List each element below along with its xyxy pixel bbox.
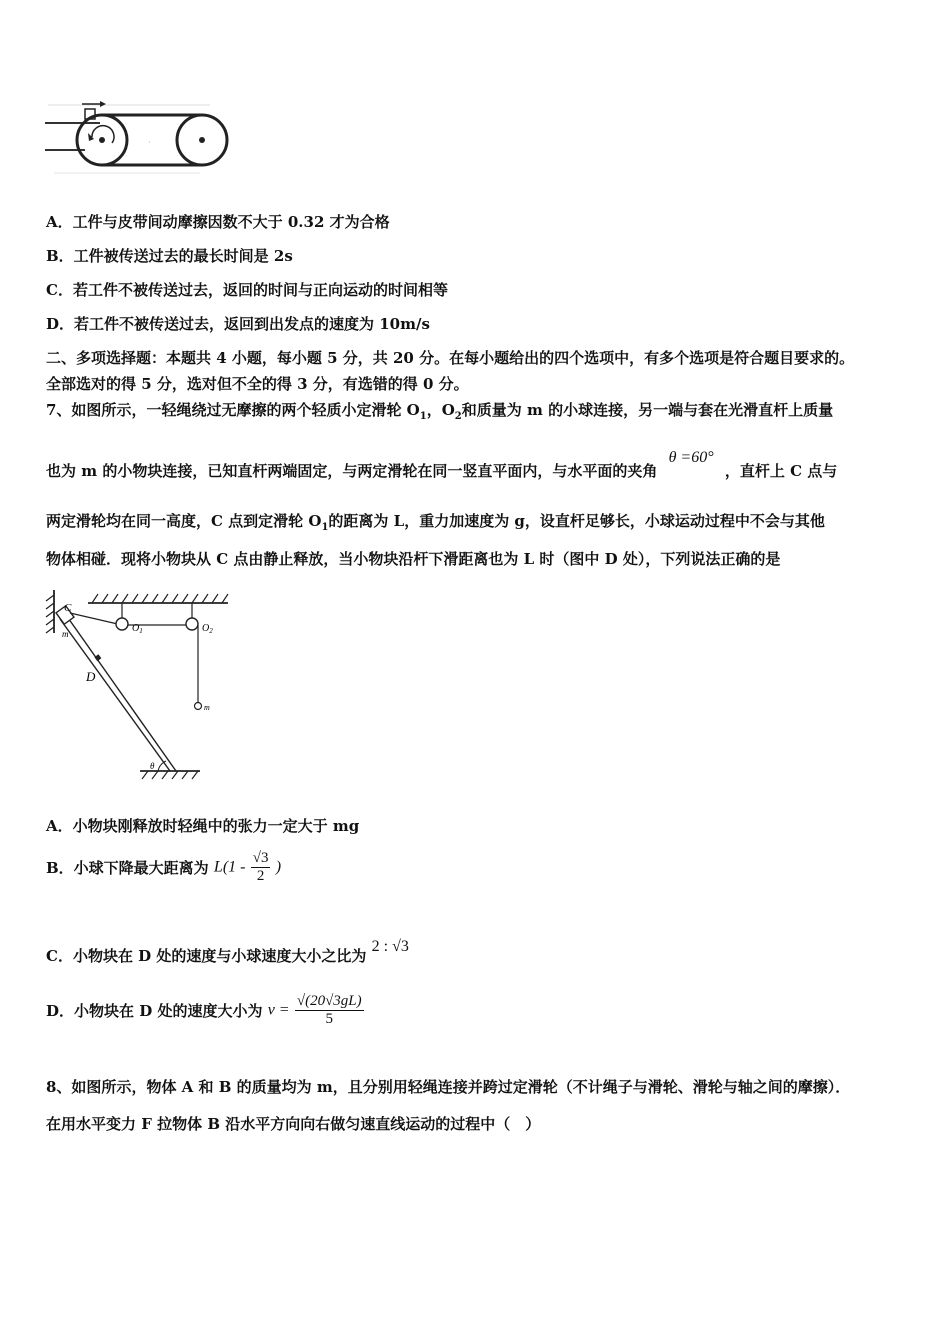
section2-heading-line1: 二、多项选择题：本题共 4 小题，每小题 5 分，共 20 分。在每小题给出的四个选项中，有多个选项是符合题目要求的。 xyxy=(46,349,855,367)
q8-stem-line2: 在用水平变力 F 拉物体 B 沿水平方向向右做匀速直线运动的过程中（ ） xyxy=(46,1115,541,1133)
option-b-fraction: $\frac{√3}{2}$ xyxy=(252,850,269,884)
label-o1: $O_1$ xyxy=(132,623,143,635)
option-c-ratio: 2 : √3 xyxy=(371,938,409,955)
q7-option-a: A．小物块刚释放时轻绳中的张力一定大于 mg xyxy=(46,817,360,835)
conveyor-belt-figure xyxy=(40,95,240,180)
label-c: C xyxy=(64,602,72,614)
pulley-rod-figure xyxy=(40,585,240,785)
q6-option-d: D．若工件不被传送过去，返回到出发点的速度为 10m/s xyxy=(46,315,430,333)
q6-option-b: B．工件被传送过去的最长时间是 2s xyxy=(46,247,293,265)
q7-option-b: B．小球下降最大距离为 L(1 - $\frac{√3}{2}$ ) xyxy=(46,850,282,884)
q7-stem-line3: 两定滑轮均在同一高度，C 点到定滑轮 $O_1$的距离为 L，重力加速度为 g，设直杆足够长，小球运动过程中不会与其他 xyxy=(46,512,825,533)
q8-stem-line1: 8、如图所示，物体 A 和 B 的质量均为 m，且分别用轻绳连接并跨过定滑轮（不计绳子与滑轮、滑轮与轴之间的摩擦）． xyxy=(46,1078,851,1096)
theta-formula: θ =60° xyxy=(668,449,714,466)
label-m-block: m xyxy=(62,629,69,639)
q7-option-d: D．小物块在 D 处的速度大小为 v = $\frac{√(20√3gL)}{5}$ xyxy=(46,993,362,1027)
label-theta: θ xyxy=(150,761,155,771)
q7-option-c: C．小物块在 D 处的速度与小球速度大小之比为 2 : √3 xyxy=(46,938,409,965)
q7-stem-line1: 7、如图所示，一轻绳绕过无摩擦的两个轻质小定滑轮 $O_1$，$O_2$和质量为 m 的小球连接，另一端与套在光滑直杆上质量 xyxy=(46,401,834,422)
q6-option-c: C．若工件不被传送过去，返回的时间与正向运动的时间相等 xyxy=(46,281,448,299)
q7-stem-line2: 也为 m 的小物块连接，已知直杆两端固定，与两定滑轮在同一竖直平面内，与水平面的夹角 θ =60° ，直杆上 C 点与 xyxy=(46,449,838,480)
svg-text:·: · xyxy=(148,138,151,147)
q6-option-a: A．工件与皮带间动摩擦因数不大于 0.32 才为合格 xyxy=(46,213,390,231)
label-o2: $O_2$ xyxy=(202,623,213,635)
option-d-fraction: $\frac{√(20√3gL)}{5}$ xyxy=(296,993,362,1027)
label-d: D xyxy=(86,669,96,684)
section2-heading-line2: 全部选对的得 5 分，选对但不全的得 3 分，有选错的得 0 分。 xyxy=(46,375,469,393)
q7-stem-line4: 物体相碰．现将小物块从 C 点由静止释放，当小物块沿杆下滑距离也为 L 时（图中 D 处），下列说法正确的是 xyxy=(46,550,781,568)
label-m-ball: m xyxy=(204,703,210,712)
